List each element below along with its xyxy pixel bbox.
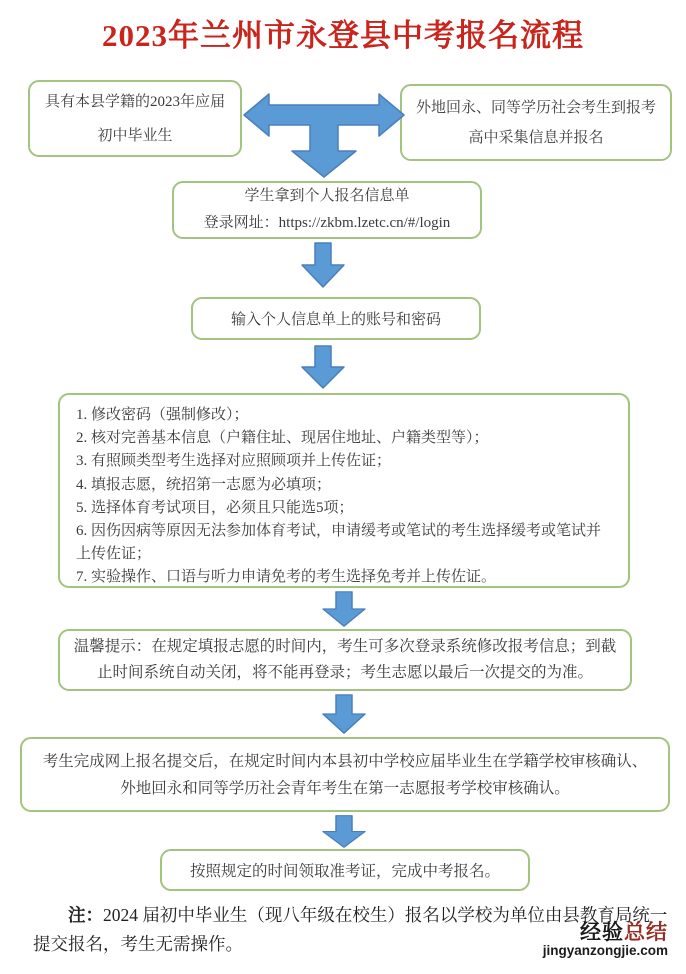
watermark [543,921,668,959]
step-item: 2. 核对完善基本信息（户籍住址、现居住地址、户籍类型等）； [76,430,489,447]
box-final-step: 按照规定的时间领取准考证，完成中考报名。 [160,849,530,891]
down-arrow-icon [322,694,366,734]
box-login-info [172,181,482,239]
step-item: 5. 选择体育考试项目，必须且只能选5项； [76,499,354,516]
page-title: 2023年兰州市永登县中考报名流程 [102,18,584,53]
step-item: 3. 有照顾类型考生选择对应照顾项并上传佐证； [76,453,392,470]
split-arrow-icon [243,93,405,178]
footnote-label: 注： [68,905,103,925]
watermark-logo: 经验总结 [580,921,668,944]
down-arrow-icon [301,345,345,389]
box-tip: 温馨提示：在规定填报志愿的时间内，考生可多次登录系统修改报考信息；到截止时间系统自动关闭，将不能再登录；考生志愿以最后一次提交的为准。 [58,629,632,691]
step-item: 4. 填报志愿，统招第一志愿为必填项； [76,476,332,493]
box-nonlocal-students: 外地回永、同等学历社会考生到报考高中采集信息并报名 [400,84,672,161]
box-school-confirmation: 考生完成网上报名提交后，在规定时间内本县初中学校应届毕业生在学籍学校审核确认、外地回永和同等学历社会青年考生在第一志愿报考学校审核确认。 [20,737,670,812]
step-item: 7. 实验操作、口语与听力申请免考的考生选择免考并上传佐证。 [76,569,497,586]
down-arrow-icon [322,815,366,848]
box-local-students: 具有本县学籍的2023年应届初中毕业生 [28,80,242,157]
login-url: 登录网址：https://zkbm.lzetc.cn/#/login [203,215,451,231]
login-line1: 学生拿到个人报名信息单 [244,188,410,204]
step-item: 6. 因伤因病等原因无法参加体育考试，申请缓考或笔试的考生选择缓考或笔试并上传佐证； [76,523,602,563]
down-arrow-icon [322,591,366,627]
box-credentials: 输入个人信息单上的账号和密码 [191,297,481,340]
footnote-text: 2024 届初中毕业生（现八年级在校生）报名以学校为单位由县教育局统一提交报名，考生无需操作。 [33,905,668,954]
watermark-domain: jingyanzongjie.com [542,943,668,959]
box-registration-steps [58,393,630,588]
step-item: 1. 修改密码（强制修改）； [76,407,249,423]
down-arrow-icon [301,242,345,288]
